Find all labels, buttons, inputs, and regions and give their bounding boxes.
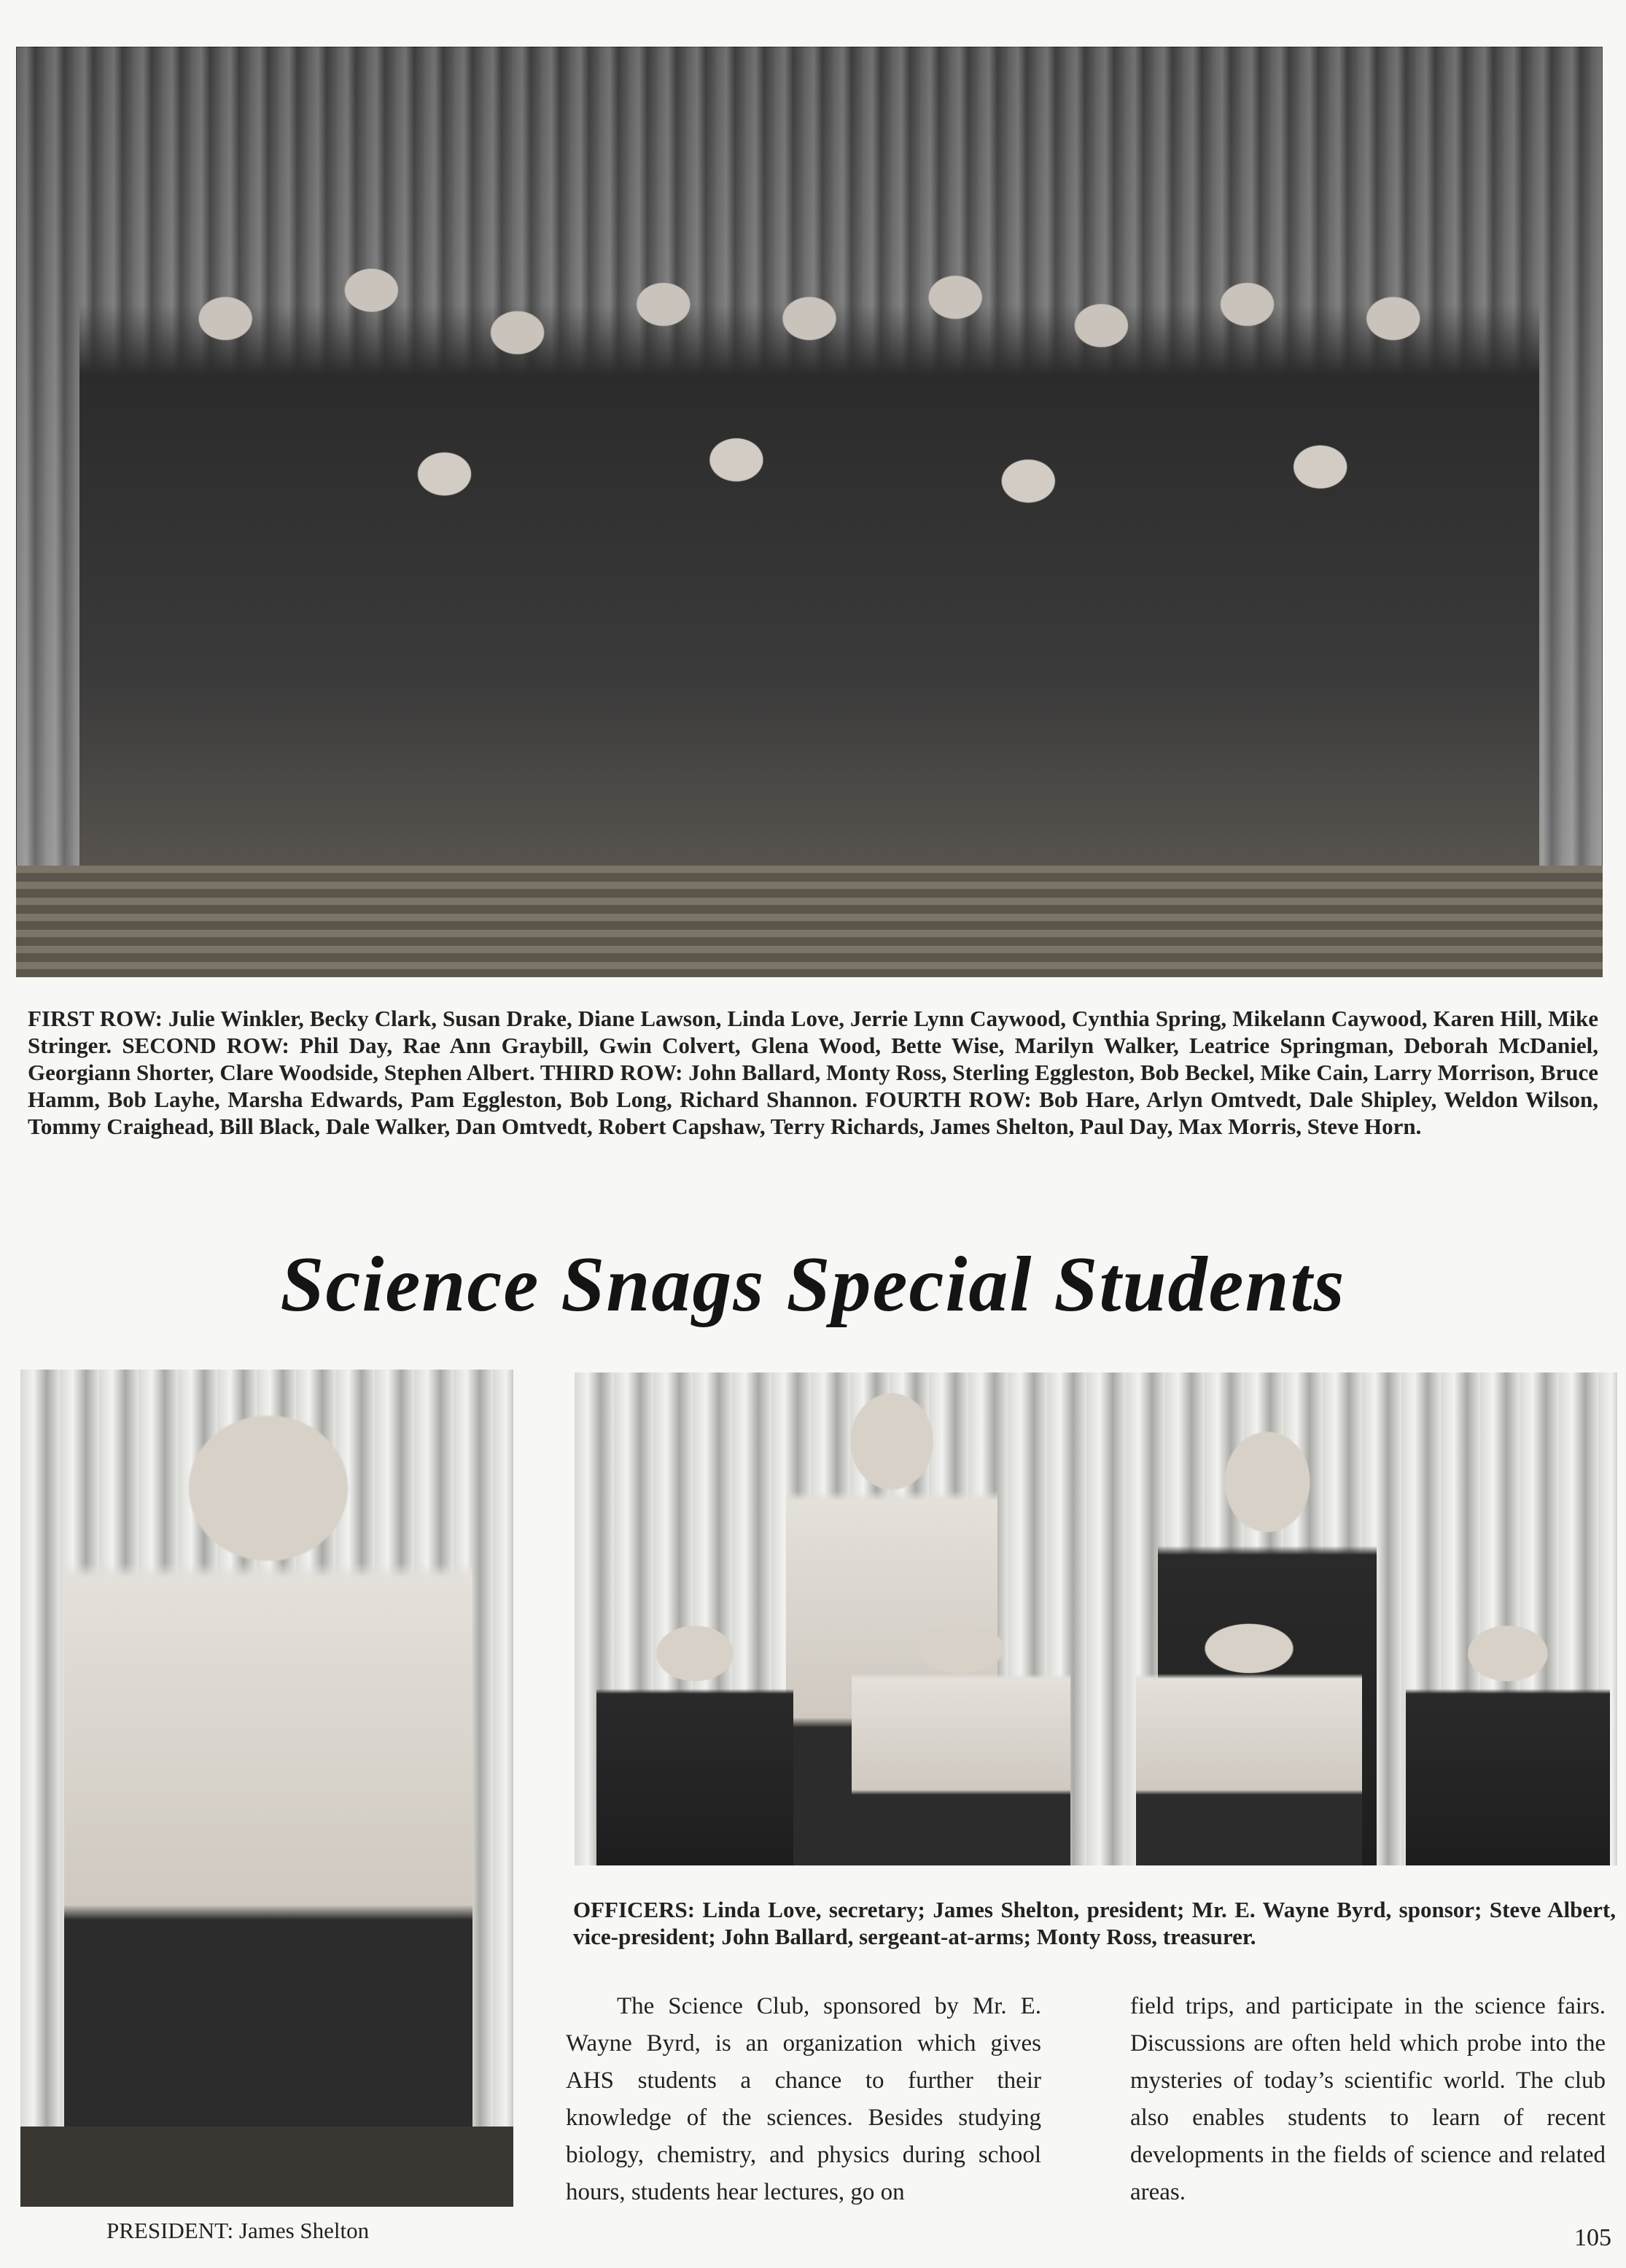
officer-figure-seated-4 [1406,1613,1610,1865]
officer-figure-seated-3 [1136,1613,1362,1865]
officers-caption: OFFICERS: Linda Love, secretary; James Shelton, president; Mr. E. Wayne Byrd, sponsor; Steve Albert, vice-president; John Ballard, sergeant-at-arms; Monty Ross, treasurer. [573,1897,1616,1949]
group-photo-students [79,177,1539,885]
officer-figure-seated-2 [852,1613,1070,1865]
page-headline: Science Snags Special Students [280,1241,1346,1328]
president-caption: PRESIDENT: James Shelton [106,2218,370,2243]
group-photo-stage-risers [16,866,1603,977]
article-body-column-1 [566,1988,1041,2211]
president-figure [64,1384,472,2128]
page-number: 105 [1574,2224,1611,2251]
officer-figure-seated-1 [596,1613,793,1865]
article-body-column-2-text: field trips, and participate in the science fairs. Discussions are often held which probe into the mysteries of today’s scientific world. The club also enables students to learn of recent developments in the fields of science and related areas. [1130,1993,1606,2205]
group-photo [16,47,1603,977]
president-photo [20,1370,513,2207]
group-photo-caption: FIRST ROW: Julie Winkler, Becky Clark, Susan Drake, Diane Lawson, Linda Love, Jerrie Lynn Caywood, Cynthia Spring, Mikelann Caywood, Karen Hill, Mike Stringer. SECOND ROW: Phil Day, Rae Ann Graybill, Gwin Colvert, Glena Wood, Bette Wise, Marilyn Walker, Leatrice Springman, Deborah McDaniel, Georgiann Shorter, Clare Woodside, Stephen Albert. THIRD ROW: John Ballard, Monty Ross, Sterling Eggleston, Bob Beckel, Mike Cain, Larry Morrison, Bruce Hamm, Bob Layhe, Marsha Edwards, Pam Eggleston, Bob Long, Richard Shannon. FOURTH ROW: Bob Hare, Arlyn Omtvedt, Dale Shipley, Weldon Wilson, Tommy Craighead, Bill Black, Dale Walker, Dan Omtvedt, Robert Capshaw, Terry Richards, James Shelton, Paul Day, Max Morris, Steve Horn. [28,1006,1598,1139]
president-photo-floor [20,2127,513,2207]
officers-photo [575,1372,1617,1865]
article-body-column-1-text: The Science Club, sponsored by Mr. E. Wayne Byrd, is an organization which gives AHS students a chance to further their knowledge of the sciences. Besides studying biology, chemistry, and physics during school hours, students hear lectures, go on [566,1993,1041,2205]
article-body-column-2 [1130,1988,1606,2211]
